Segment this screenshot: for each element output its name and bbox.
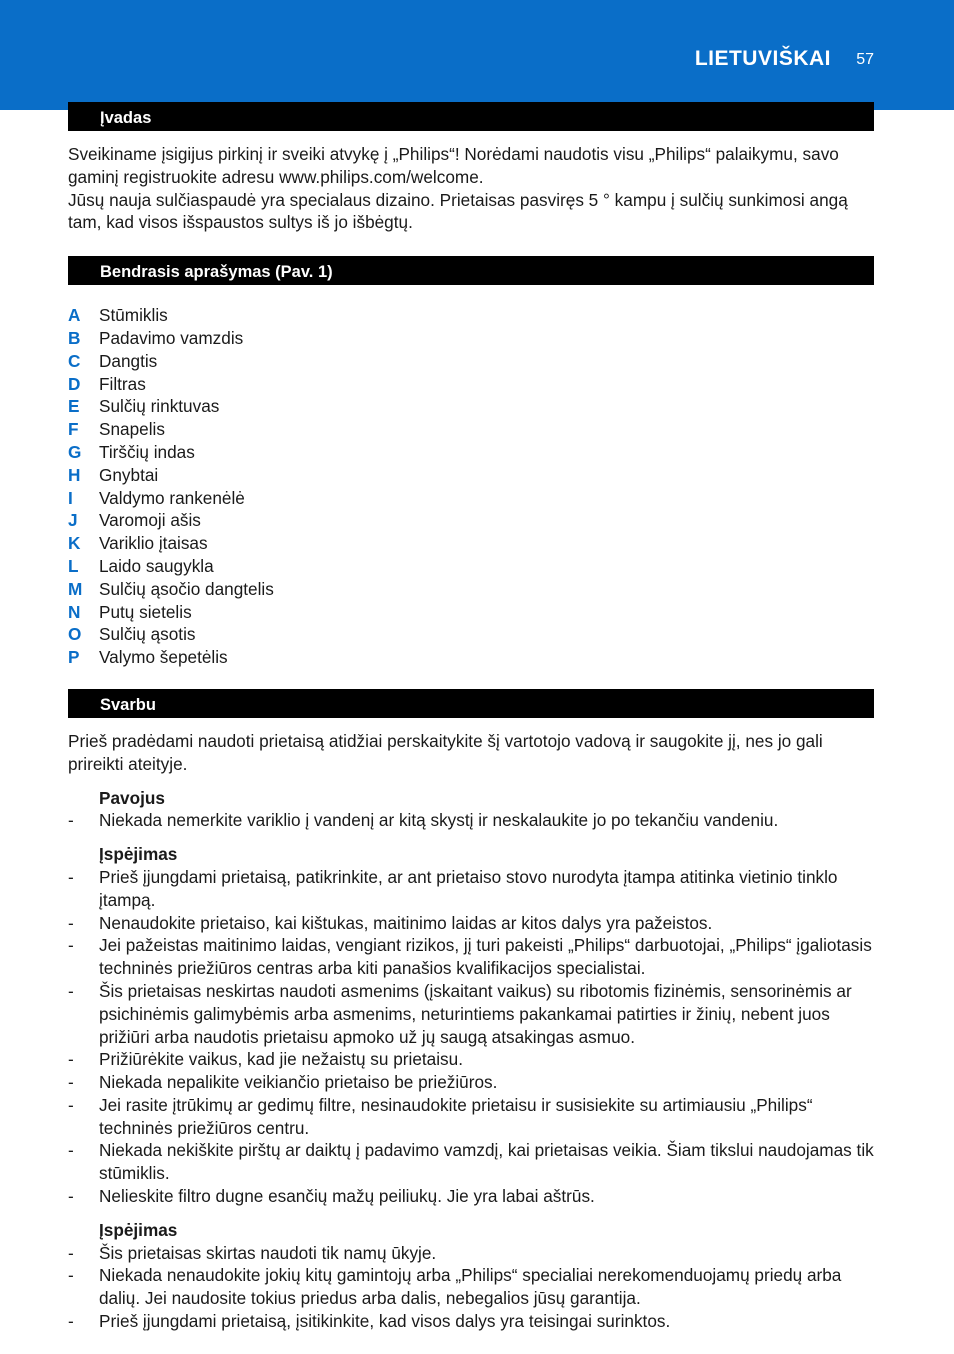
section-header-important: Svarbu	[68, 689, 874, 718]
part-name: Snapelis	[99, 419, 165, 440]
bullet-text: Šis prietaisas skirtas naudoti tik namų ūkyje.	[99, 1242, 437, 1263]
part-letter: L	[68, 555, 79, 576]
part-letter: N	[68, 601, 81, 622]
bullet-dash: -	[68, 1242, 74, 1263]
part-name: Padavimo vamzdis	[99, 327, 244, 348]
list-item	[68, 866, 874, 912]
list-item	[68, 1185, 874, 1208]
part-name: Variklio įtaisas	[99, 533, 208, 554]
part-name: Tirščių indas	[99, 441, 195, 462]
list-item	[68, 1264, 874, 1310]
list-item	[68, 1310, 874, 1333]
part-name: Sulčių rinktuvas	[99, 396, 220, 417]
list-item	[68, 1048, 874, 1071]
warning-list	[68, 866, 874, 1208]
intro-paragraph-2: Jūsų nauja sulčiaspaudė yra specialaus dizaino. Prietaisas pasviręs 5 ° kampu į sulčių sunkimosi angą tam, kad visos išspaustos sultys iš jo išbėgtų.	[68, 189, 848, 233]
part-name: Sulčių ąsočio dangtelis	[99, 578, 274, 599]
part-name: Gnybtai	[99, 464, 159, 485]
danger-list	[68, 809, 874, 832]
list-item	[68, 646, 874, 669]
list-item	[68, 418, 874, 441]
part-name: Dangtis	[99, 350, 158, 371]
page-number: 57	[856, 51, 874, 68]
bullet-text: Prieš įjungdami prietaisą, patikrinkite, ar ant prietaiso stovo nurodyta įtampa atitinka vietinio tinklo įtampą.	[99, 866, 838, 910]
list-item	[68, 532, 874, 555]
part-letter: G	[68, 441, 82, 462]
bullet-text: Nelieskite filtro dugne esančių mažų peiliukų. Jie yra labai aštrūs.	[99, 1186, 595, 1207]
bullet-text: Prižiūrėkite vaikus, kad jie nežaistų su prietaisu.	[99, 1049, 463, 1070]
bullet-text: Niekada nenaudokite jokių kitų gamintojų arba „Philips“ specialiai nerekomenduojamų priedų arba dalių. Jei naudosite tokius priedus arba dalis, nebegalios jūsų garantija.	[99, 1265, 842, 1309]
bullet-dash: -	[68, 1049, 74, 1070]
part-letter: O	[68, 624, 82, 645]
part-letter: D	[68, 373, 81, 394]
list-item	[68, 623, 874, 646]
part-letter: M	[68, 578, 83, 599]
bullet-dash: -	[68, 810, 74, 831]
section-header-description: Bendrasis aprašymas (Pav. 1)	[68, 256, 874, 285]
bullet-dash: -	[68, 1265, 74, 1286]
warning-heading: Įspėjimas	[99, 844, 178, 865]
language-label: LIETUVIŠKAI	[694, 47, 831, 70]
caution-heading: Įspėjimas	[99, 1219, 178, 1240]
part-name: Valymo šepetėlis	[99, 647, 228, 668]
list-item	[68, 912, 874, 935]
part-letter: E	[68, 396, 80, 417]
danger-heading: Pavojus	[99, 787, 165, 808]
part-letter: A	[68, 305, 81, 326]
list-item	[68, 980, 874, 1048]
list-item	[68, 555, 874, 578]
bullet-text: Nenaudokite prietaiso, kai kištukas, maitinimo laidas ar kitos dalys yra pažeistos.	[99, 912, 713, 933]
list-item	[68, 578, 874, 601]
list-item	[68, 373, 874, 396]
document-body	[68, 102, 874, 1333]
list-item	[68, 395, 874, 418]
section-header-intro: Įvadas	[68, 102, 874, 131]
part-letter: F	[68, 419, 79, 440]
part-name: Varomoji ašis	[99, 510, 201, 531]
part-name: Sulčių ąsotis	[99, 624, 196, 645]
bullet-dash: -	[68, 1094, 74, 1115]
bullet-dash: -	[68, 1186, 74, 1207]
parts-list	[68, 304, 874, 669]
bullet-text: Niekada nepalikite veikiančio prietaiso be priežiūros.	[99, 1072, 498, 1093]
part-name: Putų sietelis	[99, 601, 192, 622]
important-paragraph: Prieš pradėdami naudoti prietaisą atidžiai perskaitykite šį vartotojo vadovą ir saugokite jį, nes jo gali prireikti ateityje.	[68, 730, 823, 774]
list-item	[68, 304, 874, 327]
bullet-text: Šis prietaisas neskirtas naudoti asmenims (įskaitant vaikus) su ribotomis fizinėmis, sensorinėmis ar psichinėmis galimybėmis arba asmenims, neturintiems pakankamai patirties ir žinių, nebent juos prižiūri arba naudotis prietaisu apmoko už jų saugą atsakingas asmuo.	[99, 980, 852, 1047]
part-name: Valdymo rankenėlė	[99, 487, 245, 508]
bullet-dash: -	[68, 912, 74, 933]
intro-paragraph-1: Sveikiname įsigijus pirkinį ir sveiki atvykę į „Philips“! Norėdami naudotis visu „Philips“ palaikymu, savo gaminį registruokite adresu www.philips.com/welcome.	[68, 144, 839, 187]
part-name: Laido saugykla	[99, 555, 214, 576]
bullet-text: Jei rasite įtrūkimų ar gedimų filtre, nesinaudokite prietaisu ir susisiekite su artimiausiu „Philips“ techninės priežiūros centru.	[99, 1094, 813, 1138]
list-item	[68, 327, 874, 350]
part-name: Stūmiklis	[99, 305, 168, 326]
list-item	[68, 601, 874, 624]
part-name: Filtras	[99, 373, 146, 394]
part-letter: K	[68, 533, 81, 554]
bullet-dash: -	[68, 866, 74, 887]
list-item	[68, 1071, 874, 1094]
bullet-dash: -	[68, 935, 74, 956]
part-letter: B	[68, 327, 81, 348]
list-item	[68, 509, 874, 532]
bullet-dash: -	[68, 1140, 74, 1161]
part-letter: C	[68, 350, 81, 371]
list-item	[68, 1094, 874, 1140]
part-letter: P	[68, 647, 80, 668]
bullet-text: Niekada nemerkite variklio į vandenį ar kitą skystį ir neskalaukite jo po tekančiu vandeniu.	[99, 810, 779, 831]
list-item	[68, 809, 874, 832]
list-item	[68, 441, 874, 464]
bullet-text: Prieš įjungdami prietaisą, įsitikinkite, kad visos dalys yra teisingai surinktos.	[99, 1311, 671, 1332]
bullet-dash: -	[68, 1311, 74, 1332]
part-letter: H	[68, 464, 81, 485]
bullet-text: Niekada nekiškite pirštų ar daiktų į padavimo vamzdį, kai prietaisas veikia. Šiam tikslui naudojamas tik stūmiklis.	[99, 1140, 874, 1184]
part-letter: I	[68, 487, 73, 508]
part-letter: J	[68, 510, 78, 531]
caution-list	[68, 1242, 874, 1333]
list-item	[68, 350, 874, 373]
header-bar	[0, 0, 954, 110]
list-item	[68, 1139, 874, 1185]
list-item	[68, 934, 874, 980]
list-item	[68, 487, 874, 510]
list-item	[68, 464, 874, 487]
bullet-text: Jei pažeistas maitinimo laidas, vengiant rizikos, jį turi pakeisti „Philips“ darbuotojai, „Philips“ įgaliotasis techninės priežiūros centras arba kiti panašios kvalifikacijos specialistai.	[99, 935, 872, 979]
bullet-dash: -	[68, 1072, 74, 1093]
list-item	[68, 1242, 874, 1265]
bullet-dash: -	[68, 980, 74, 1001]
